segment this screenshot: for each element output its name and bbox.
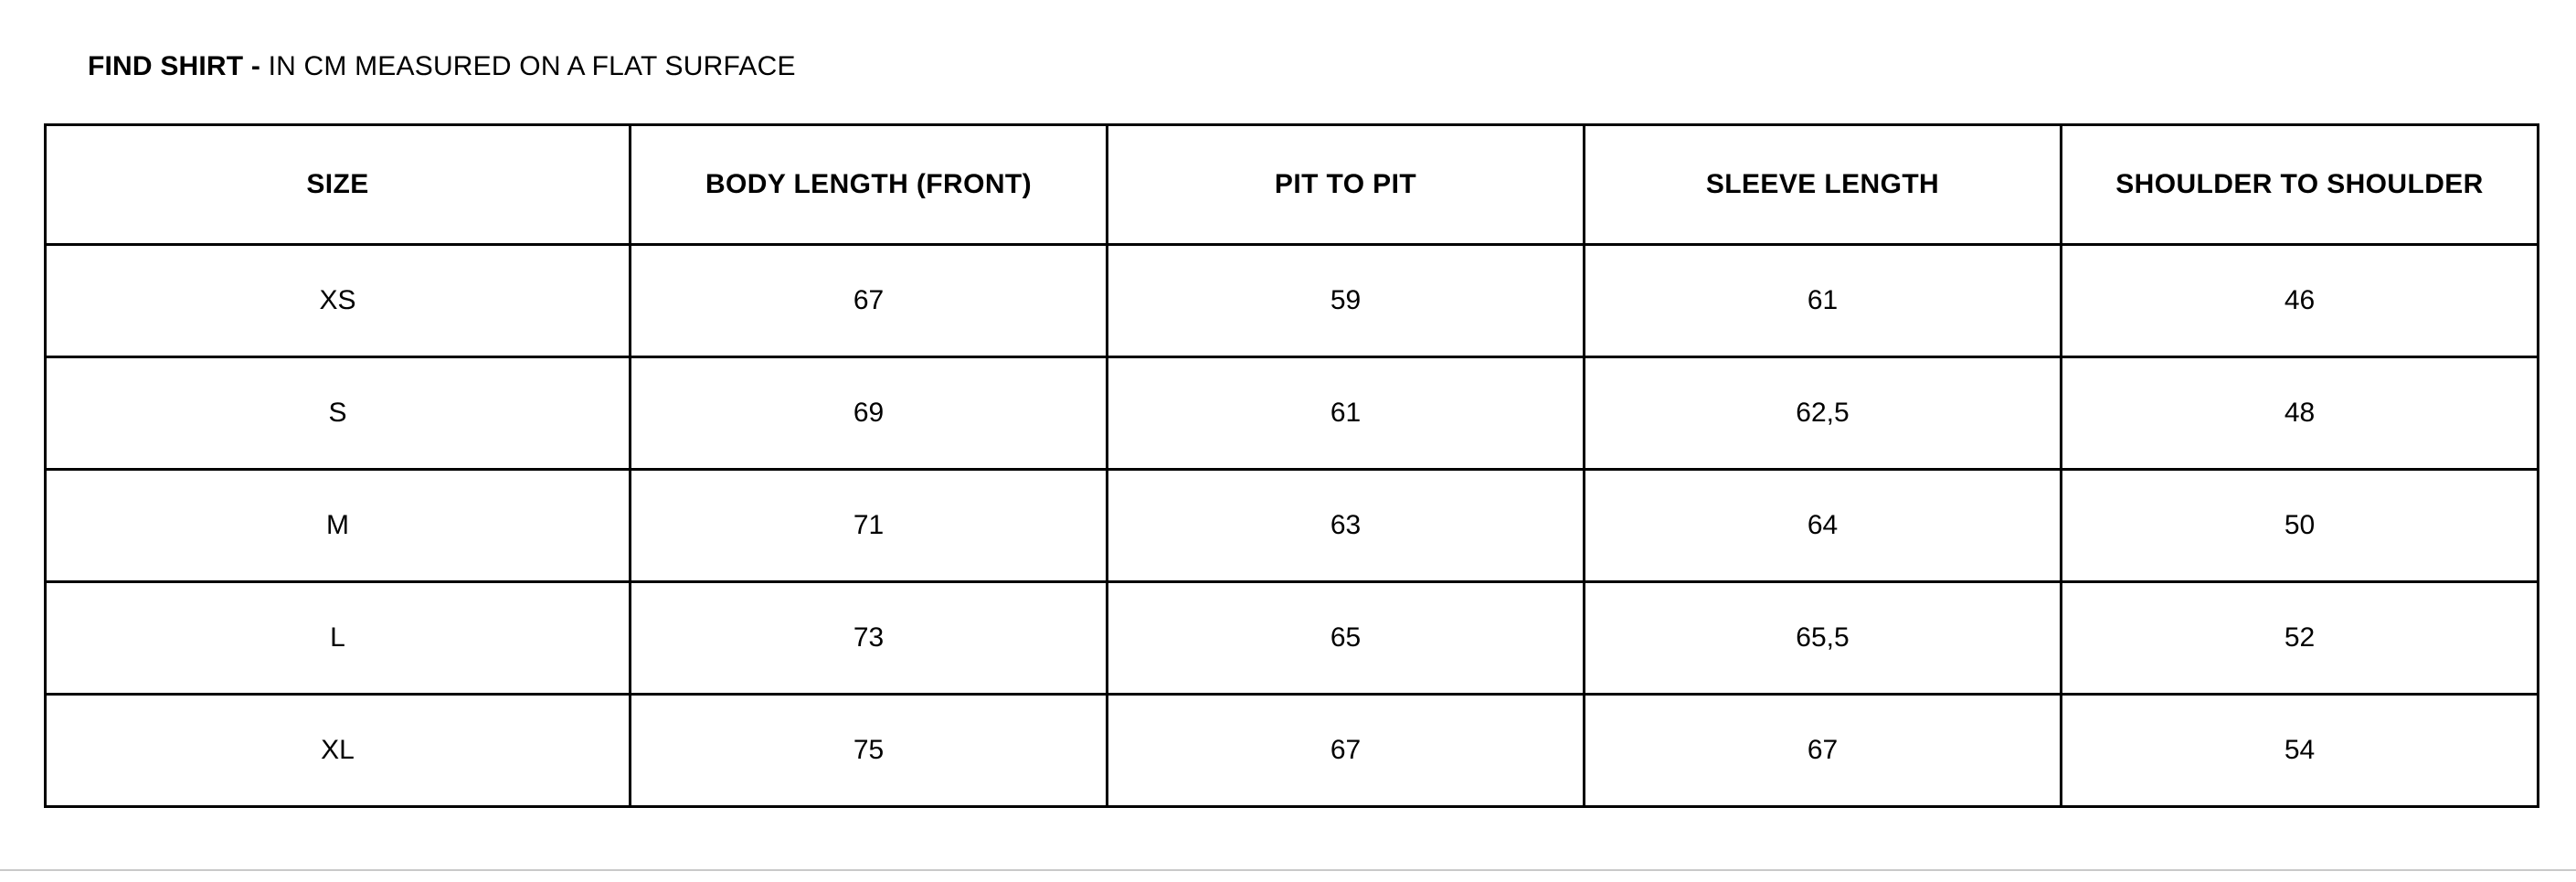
cell-sleeve-length: 67 (1585, 695, 2062, 807)
cell-pit-to-pit: 67 (1108, 695, 1585, 807)
cell-pit-to-pit: 59 (1108, 245, 1585, 357)
table-header-row (46, 125, 2539, 245)
page-divider (0, 869, 2576, 871)
caption-measurement-note: IN CM MEASURED ON A FLAT SURFACE (268, 51, 796, 81)
cell-shoulder-to-shoulder: 48 (2062, 357, 2539, 470)
cell-pit-to-pit: 65 (1108, 582, 1585, 695)
column-header-shoulder-to-shoulder: SHOULDER TO SHOULDER (2062, 125, 2539, 245)
caption-product-label: FIND SHIRT - (88, 51, 269, 81)
table-row (46, 582, 2539, 695)
column-header-sleeve-length: SLEEVE LENGTH (1585, 125, 2062, 245)
cell-body-length-front: 71 (631, 470, 1108, 582)
size-chart-header (46, 125, 2539, 245)
size-chart-body (46, 245, 2539, 807)
cell-shoulder-to-shoulder: 46 (2062, 245, 2539, 357)
cell-pit-to-pit: 61 (1108, 357, 1585, 470)
cell-sleeve-length: 61 (1585, 245, 2062, 357)
column-header-body-length-front: BODY LENGTH (FRONT) (631, 125, 1108, 245)
cell-body-length-front: 69 (631, 357, 1108, 470)
cell-pit-to-pit: 63 (1108, 470, 1585, 582)
cell-sleeve-length: 65,5 (1585, 582, 2062, 695)
cell-body-length-front: 75 (631, 695, 1108, 807)
column-header-size: SIZE (46, 125, 631, 245)
cell-size: S (46, 357, 631, 470)
table-row (46, 245, 2539, 357)
table-row (46, 357, 2539, 470)
cell-shoulder-to-shoulder: 50 (2062, 470, 2539, 582)
cell-body-length-front: 73 (631, 582, 1108, 695)
cell-body-length-front: 67 (631, 245, 1108, 357)
column-header-pit-to-pit: PIT TO PIT (1108, 125, 1585, 245)
cell-sleeve-length: 62,5 (1585, 357, 2062, 470)
table-row (46, 470, 2539, 582)
cell-size: M (46, 470, 631, 582)
cell-sleeve-length: 64 (1585, 470, 2062, 582)
cell-size: L (46, 582, 631, 695)
size-chart-table (44, 123, 2539, 808)
cell-size: XS (46, 245, 631, 357)
cell-shoulder-to-shoulder: 52 (2062, 582, 2539, 695)
cell-shoulder-to-shoulder: 54 (2062, 695, 2539, 807)
cell-size: XL (46, 695, 631, 807)
size-guide-caption (88, 50, 796, 83)
table-row (46, 695, 2539, 807)
